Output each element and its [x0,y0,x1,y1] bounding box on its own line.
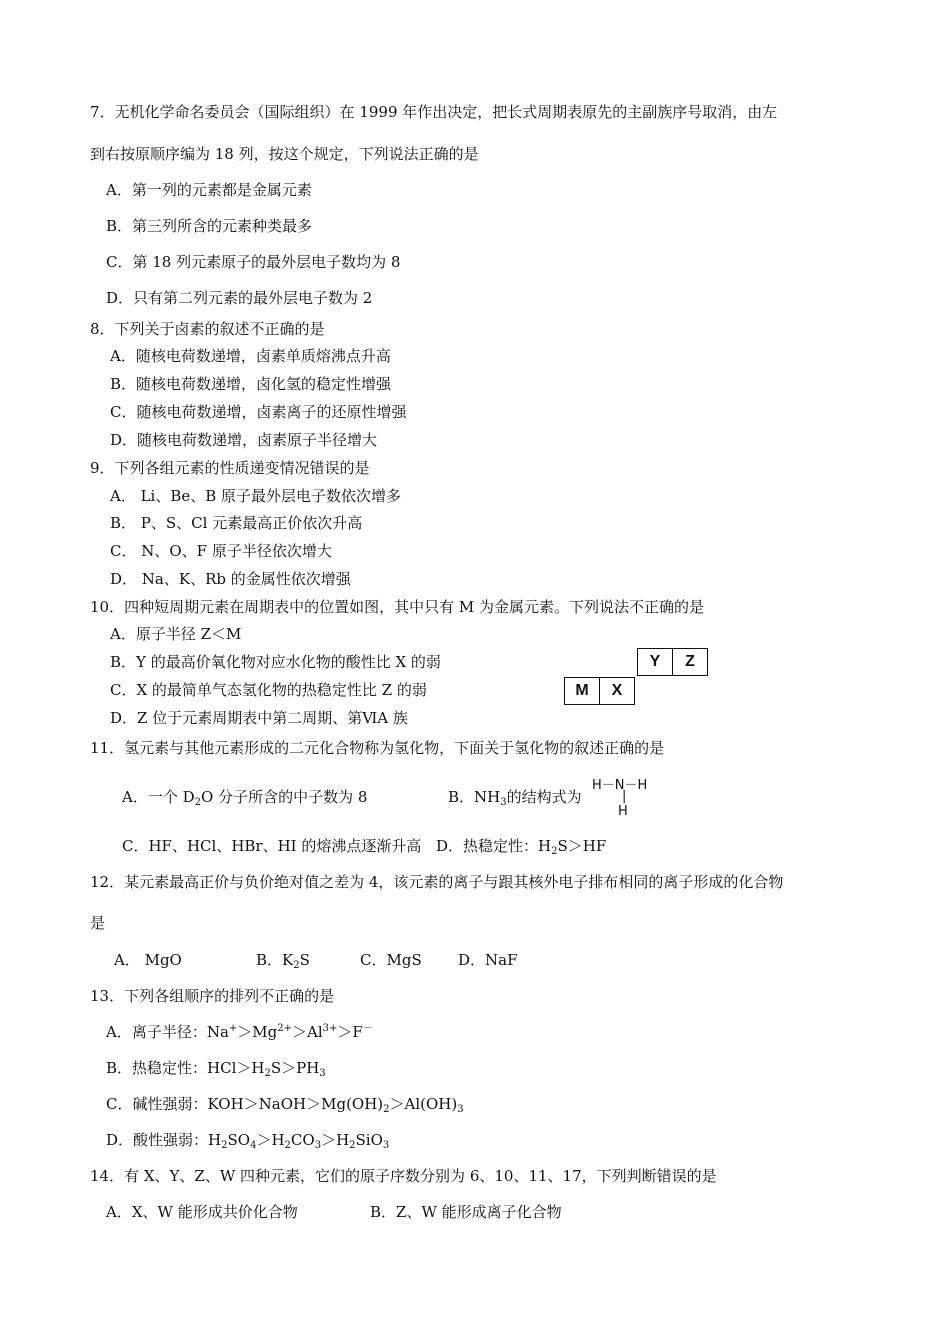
question-13-option-d [106,1130,389,1150]
question-14-option-b: B．Z、W 能形成离子化合物 [370,1203,562,1221]
superscript: 2+ [277,1023,293,1034]
superscript: － [362,1023,373,1034]
question-10-option-a: A．原子半径 Z＜M [110,625,242,643]
question-12-stem-line2: 是 [90,914,106,932]
question-10-option-c: C．X 的最简单气态氢化物的热稳定性比 Z 的弱 [110,681,427,699]
question-9-option-d: D． Na、K、Rb 的金属性依次增强 [110,570,351,588]
question-13-option-b [106,1058,326,1078]
text: ＞Al(OH) [389,1095,458,1113]
question-7-option-c: C．第 18 列元素原子的最外层电子数均为 8 [106,253,401,271]
text: SiO [355,1131,383,1149]
option-b-text: B．NH [448,788,501,806]
subscript: 3 [319,1068,326,1079]
text: ＞Mg [237,1023,278,1041]
question-8-option-d: D．随核电荷数递增，卤素原子半径增大 [110,431,378,449]
question-10-option-d: D．Z 位于元素周期表中第二周期、第ⅥA 族 [110,709,408,727]
nh3-formula-bottom: H [618,804,628,819]
question-12-option-a: A． MgO [114,951,182,969]
question-7-option-d: D．只有第二列元素的最外层电子数为 2 [106,289,373,307]
text: ＞Al [292,1023,323,1041]
text: CO [290,1131,315,1149]
subscript: 3 [314,1140,322,1151]
text: ＞F [337,1023,363,1041]
option-b-text-end: 的结构式为 [506,788,582,806]
subscript: 2 [221,1140,228,1151]
superscript: + [228,1023,238,1034]
subscript: 2 [264,1068,271,1079]
question-11-option-b [448,787,582,807]
question-9-stem: 9．下列各组元素的性质递变情况错误的是 [90,459,370,477]
text: S＞PH [270,1059,320,1077]
element-cell-m: M [564,677,600,705]
text: D．酸性强弱：H [106,1131,222,1149]
question-9-option-a: A． Li、Be、B 原子最外层电子数依次增多 [110,487,402,505]
question-8-option-a: A．随核电荷数递增，卤素单质熔沸点升高 [110,347,391,365]
text: ＞H [256,1131,285,1149]
text: B．热稳定性：HCl＞H [106,1059,265,1077]
question-8-stem: 8．下列关于卤素的叙述不正确的是 [90,320,325,338]
element-cell-y: Y [637,648,673,676]
element-cell-z: Z [672,648,708,676]
option-a-text-end: O 分子所含的中子数为 8 [201,788,368,806]
subscript: 3 [457,1104,464,1115]
option-b-text: B．K [256,951,294,969]
question-12-stem-line1: 12．某元素最高正价与负价绝对值之差为 4，该元素的离子与跟其核外电子排布相同的离子形成的化合物 [90,873,784,891]
text: ＞H [321,1131,350,1149]
superscript: 3+ [322,1023,338,1034]
subscript: 2 [383,1104,390,1115]
question-7-stem-line2: 到右按原顺序编为 18 列，按这个规定，下列说法正确的是 [90,145,479,163]
question-9-option-b: B． P、S、Cl 元素最高正价依次升高 [110,514,363,532]
option-b-text-end: S [299,951,310,969]
question-11-option-c: C．HF、HCl、HBr、HI 的熔沸点逐渐升高 [122,837,422,855]
question-10-option-b: B．Y 的最高价氧化物对应水化物的酸性比 X 的弱 [110,653,441,671]
option-a-text: A．一个 D [122,788,195,806]
subscript: 4 [250,1140,257,1151]
question-12-option-d: D．NaF [458,951,518,969]
subscript: 3 [382,1140,390,1151]
question-13-stem: 13．下列各组顺序的排列不正确的是 [90,987,335,1005]
question-13-option-a [106,1022,373,1042]
question-7-stem-line1: 7．无机化学命名委员会（国际组织）在 1999 年作出决定，把长式周期表原先的主副族序号取消，由左 [90,103,778,121]
element-cell-x: X [599,677,635,705]
question-14-option-a: A．X、W 能形成共价化合物 [106,1203,298,1221]
subscript: 2 [284,1140,291,1151]
question-12-option-b [256,950,310,970]
question-11-option-d [436,836,606,856]
question-7-option-a: A．第一列的元素都是金属元素 [106,181,312,199]
nh3-formula-bond: | [622,789,627,804]
text: C．碱性强弱：KOH＞NaOH＞Mg(OH) [106,1095,384,1113]
question-8-option-c: C．随核电荷数递增，卤素离子的还原性增强 [110,403,407,421]
option-d-text: D．热稳定性：H [436,837,552,855]
question-10-stem: 10．四种短周期元素在周期表中的位置如图，其中只有 M 为金属元素。下列说法不正确的是 [90,598,704,616]
question-7-option-b: B．第三列所含的元素种类最多 [106,217,313,235]
nh3-formula-top: H－N－H [592,778,648,793]
subscript: 2 [194,797,202,808]
question-11-option-a [122,787,367,807]
question-14-stem: 14．有 X、Y、Z、W 四种元素，它们的原子序数分别为 6、10、11、17，下列判断错误的是 [90,1167,717,1185]
subscript: 2 [293,960,300,971]
text: A．离子半径：Na [106,1023,229,1041]
question-12-option-c: C．MgS [360,951,422,969]
question-11-stem: 11．氢元素与其他元素形成的二元化合物称为氢化物，下面关于氢化物的叙述正确的是 [90,739,665,757]
question-13-option-c [106,1094,464,1114]
question-9-option-c: C． N、O、F 原子半径依次增大 [110,542,332,560]
subscript: 3 [500,797,507,808]
option-d-text-end: S＞HF [557,837,607,855]
text: SO [227,1131,251,1149]
subscript: 2 [349,1140,356,1151]
question-8-option-b: B．随核电荷数递增，卤化氢的稳定性增强 [110,375,392,393]
subscript: 2 [551,846,558,857]
